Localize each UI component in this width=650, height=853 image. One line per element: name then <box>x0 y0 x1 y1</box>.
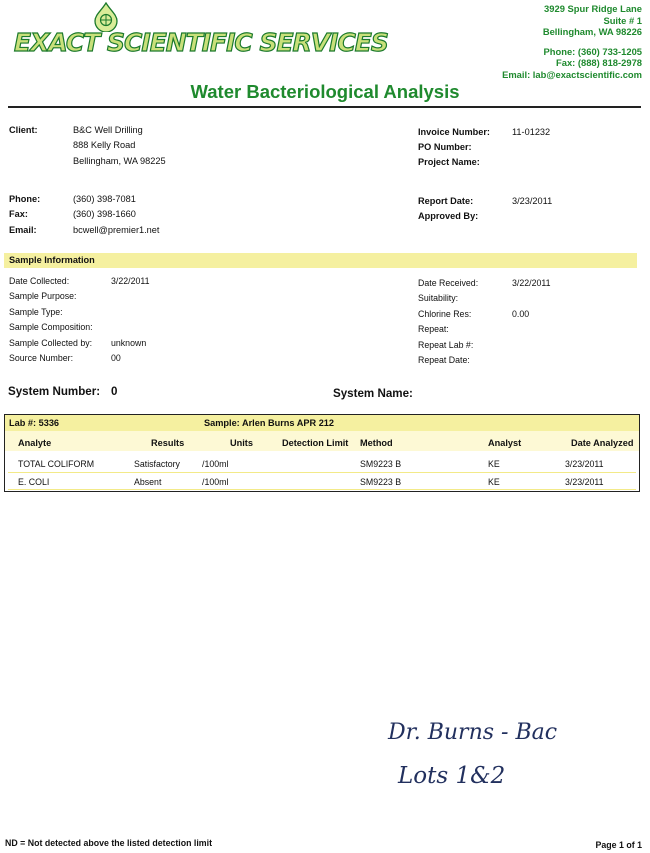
column-header: Analyte <box>18 438 52 448</box>
repeat-date-label: Repeat Date: <box>418 355 470 365</box>
system-number: 0 <box>111 385 118 398</box>
row-divider <box>8 472 636 473</box>
table-cell: SM9223 B <box>360 477 402 487</box>
date-received: 3/22/2011 <box>512 278 551 288</box>
company-address-line2: Suite # 1 <box>603 14 642 26</box>
page-number: Page 1 of 1 <box>595 840 642 850</box>
invoice-number-label: Invoice Number: <box>418 127 490 137</box>
report-title: Water Bacteriological Analysis <box>190 81 460 102</box>
lab-number: Lab #: 5336 <box>9 418 60 428</box>
sample-info-header <box>4 253 637 268</box>
column-header: Units <box>230 438 253 448</box>
system-number-label: System Number: <box>8 385 101 398</box>
company-city: Bellingham, WA 98226 <box>542 26 642 38</box>
source-number: 00 <box>111 353 121 363</box>
results-table-header <box>5 415 639 431</box>
company-logo <box>14 2 388 66</box>
table-cell: 3/23/2011 <box>565 477 604 487</box>
client-email: bcwell@premier1.net <box>73 225 160 235</box>
column-header: Date Analyzed <box>571 438 634 448</box>
company-address-line1: 3929 Spur Ridge Lane <box>544 3 642 14</box>
sample-name: Sample: Arlen Burns APR 212 <box>204 418 335 428</box>
table-cell: Satisfactory <box>134 459 180 469</box>
client-city: Bellingham, WA 98225 <box>73 156 166 166</box>
source-number-label: Source Number: <box>9 353 74 363</box>
footer-note: ND = Not detected above the listed detection limit <box>5 838 213 848</box>
sample-info-title: Sample Information <box>9 255 95 265</box>
sample-purpose-label: Sample Purpose: <box>9 291 77 301</box>
date-collected: 3/22/2011 <box>111 276 150 286</box>
client-fax: (360) 398-1660 <box>73 209 136 219</box>
company-email: Email: lab@exactscientific.com <box>502 68 642 80</box>
chlorine-res-label: Chlorine Res: <box>418 309 472 319</box>
chlorine-res: 0.00 <box>512 309 530 319</box>
project-name-label: Project Name: <box>418 157 480 167</box>
logo-wordmark: EXACT SCIENTIFIC SERVICES <box>14 28 388 57</box>
row-divider <box>8 489 636 490</box>
table-cell: E. COLI <box>18 477 50 487</box>
client-label: Client: <box>9 125 38 135</box>
po-number-label: PO Number: <box>418 142 472 152</box>
client-name: B&C Well Drilling <box>73 125 143 135</box>
column-header: Results <box>151 438 185 448</box>
table-cell: KE <box>488 459 500 469</box>
table-cell: SM9223 B <box>360 459 402 469</box>
table-cell: TOTAL COLIFORM <box>18 459 95 469</box>
report-date-label: Report Date: <box>418 196 474 206</box>
title-divider <box>8 106 641 108</box>
report-date: 3/23/2011 <box>512 196 553 206</box>
handwritten-note-line1: Dr. Burns - Bac <box>388 720 558 745</box>
table-cell: /100ml <box>202 459 229 469</box>
sample-type-label: Sample Type: <box>9 307 63 317</box>
collected-by-label: Sample Collected by: <box>9 338 93 348</box>
email-label: Email: <box>9 225 37 235</box>
column-header: Method <box>360 438 393 448</box>
date-collected-label: Date Collected: <box>9 276 70 286</box>
client-phone: (360) 398-7081 <box>73 194 136 204</box>
approved-by-label: Approved By: <box>418 211 479 221</box>
company-phone: Phone: (360) 733-1205 <box>543 45 642 57</box>
suitability-label: Suitability: <box>418 293 459 303</box>
column-header: Analyst <box>488 438 522 448</box>
table-cell: KE <box>488 477 500 487</box>
repeat-label: Repeat: <box>418 324 449 334</box>
system-name-label: System Name: <box>333 387 413 400</box>
collected-by: unknown <box>111 338 147 348</box>
company-contact <box>502 3 642 81</box>
fax-label: Fax: <box>9 209 28 219</box>
table-cell: 3/23/2011 <box>565 459 604 469</box>
results-column-headers <box>5 431 639 451</box>
results-table <box>4 414 640 492</box>
sample-composition-label: Sample Composition: <box>9 322 93 332</box>
repeat-lab-label: Repeat Lab #: <box>418 340 474 350</box>
table-cell: /100ml <box>202 477 229 487</box>
phone-label: Phone: <box>9 194 41 204</box>
invoice-number: 11-01232 <box>512 127 551 137</box>
column-header: Detection Limit <box>282 438 349 448</box>
table-cell: Absent <box>134 477 162 487</box>
company-fax: Fax: (888) 818-2978 <box>556 57 642 69</box>
date-received-label: Date Received: <box>418 278 479 288</box>
handwritten-note-line2: Lots 1&2 <box>398 763 506 789</box>
client-street: 888 Kelly Road <box>73 140 136 150</box>
